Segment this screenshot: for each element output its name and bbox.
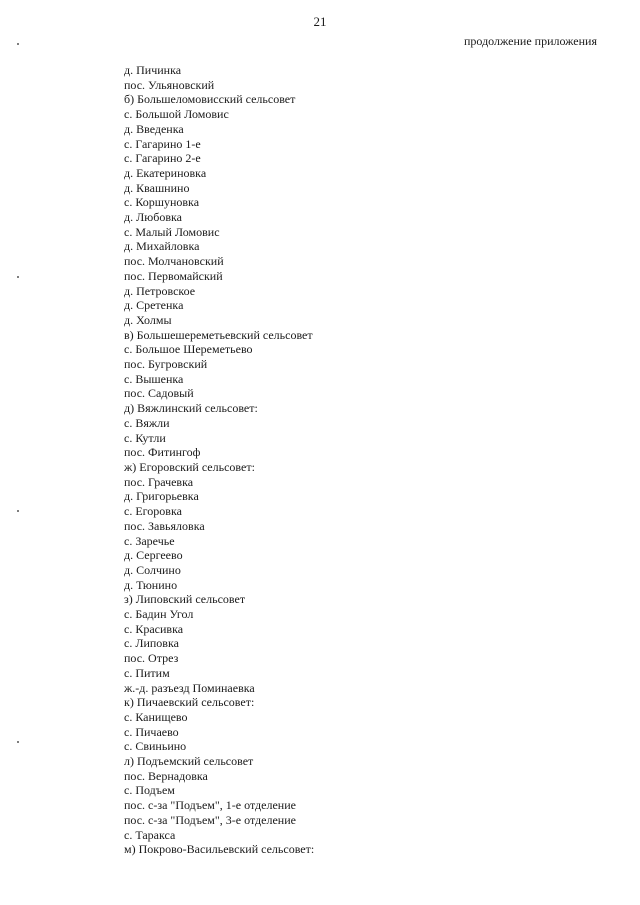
list-item: с. Свиньино bbox=[124, 739, 187, 754]
list-item: с. Канищево bbox=[124, 709, 188, 724]
list-item: д. Введенка bbox=[124, 121, 184, 136]
list-item: д. Любовка bbox=[124, 210, 182, 225]
list-item: д. Екатериновка bbox=[124, 165, 207, 180]
list-item: с. Бадин Угол bbox=[124, 607, 194, 622]
list-item: д. Сергеево bbox=[124, 548, 183, 563]
list-item: л) Подъемский сельсовет bbox=[124, 754, 254, 769]
list-item: д. Холмы bbox=[124, 312, 172, 327]
list-item: с. Гагарино 2-е bbox=[124, 151, 201, 166]
list-item: пос. Ульяновский bbox=[124, 77, 215, 92]
list-item: с. Вышенка bbox=[124, 371, 184, 386]
list-item: д. Григорьевка bbox=[124, 489, 199, 504]
list-item: пос. Молчановский bbox=[124, 254, 224, 269]
list-item: д. Петровское bbox=[124, 283, 196, 298]
list-item: с. Липовка bbox=[124, 636, 179, 651]
list-item: пос. Фитингоф bbox=[124, 445, 201, 460]
list-item: с. Подъем bbox=[124, 783, 175, 798]
list-item: с. Коршуновка bbox=[124, 195, 200, 210]
list-item: с. Таракса bbox=[124, 827, 176, 842]
list-item: с. Большой Ломовис bbox=[124, 107, 229, 122]
list-item: пос. Вернадовка bbox=[124, 768, 208, 783]
list-item: с. Вяжли bbox=[124, 415, 170, 430]
margin-mark bbox=[17, 276, 19, 278]
list-item: в) Большешереметьевский сельсовет bbox=[124, 327, 313, 342]
settlement-list bbox=[124, 63, 314, 857]
list-item: с. Большое Шереметьево bbox=[124, 342, 253, 357]
list-item: д. Квашнино bbox=[124, 180, 190, 195]
list-item: пос. Первомайский bbox=[124, 268, 223, 283]
list-item: с. Кутли bbox=[124, 430, 166, 445]
list-item: с. Егоровка bbox=[124, 504, 182, 519]
list-item: с. Красивка bbox=[124, 621, 184, 636]
list-item: ж) Егоровский сельсовет: bbox=[124, 459, 255, 474]
list-item: с. Пичаево bbox=[124, 724, 179, 739]
list-item: пос. Отрез bbox=[124, 651, 179, 666]
list-item: д. Михайловка bbox=[124, 239, 200, 254]
list-item: с. Питим bbox=[124, 665, 170, 680]
header-note: продолжение приложения bbox=[464, 34, 597, 48]
page-number: 21 bbox=[313, 14, 327, 29]
list-item: пос. Грачевка bbox=[124, 474, 194, 489]
list-item: ж.-д. разъезд Поминаевка bbox=[124, 680, 255, 695]
list-item: с. Гагарино 1-е bbox=[124, 136, 201, 151]
list-item: д. Тюнино bbox=[124, 577, 178, 592]
list-item: д. Сретенка bbox=[124, 298, 184, 313]
list-item: с. Заречье bbox=[124, 533, 175, 548]
list-item: пос. Бугровский bbox=[124, 357, 208, 372]
list-item: к) Пичаевский сельсовет: bbox=[124, 695, 255, 710]
list-item: з) Липовский сельсовет bbox=[124, 592, 246, 607]
margin-mark bbox=[17, 510, 19, 512]
list-item: пос. Завьяловка bbox=[124, 518, 205, 533]
list-item: д. Солчино bbox=[124, 562, 181, 577]
list-item: пос. Садовый bbox=[124, 386, 194, 401]
list-item: д) Вяжлинский сельсовет: bbox=[124, 401, 258, 416]
list-item: пос. с-за "Подъем", 1-е отделение bbox=[124, 798, 296, 813]
list-item: пос. с-за "Подъем", 3-е отделение bbox=[124, 812, 296, 827]
margin-mark bbox=[17, 741, 19, 743]
margin-mark bbox=[17, 43, 19, 45]
list-item: м) Покрово-Васильевский сельсовет: bbox=[124, 842, 315, 857]
list-item: с. Малый Ломовис bbox=[124, 224, 220, 239]
list-item: д. Пичинка bbox=[124, 63, 182, 77]
list-item: б) Большеломовисский сельсовет bbox=[124, 92, 296, 107]
